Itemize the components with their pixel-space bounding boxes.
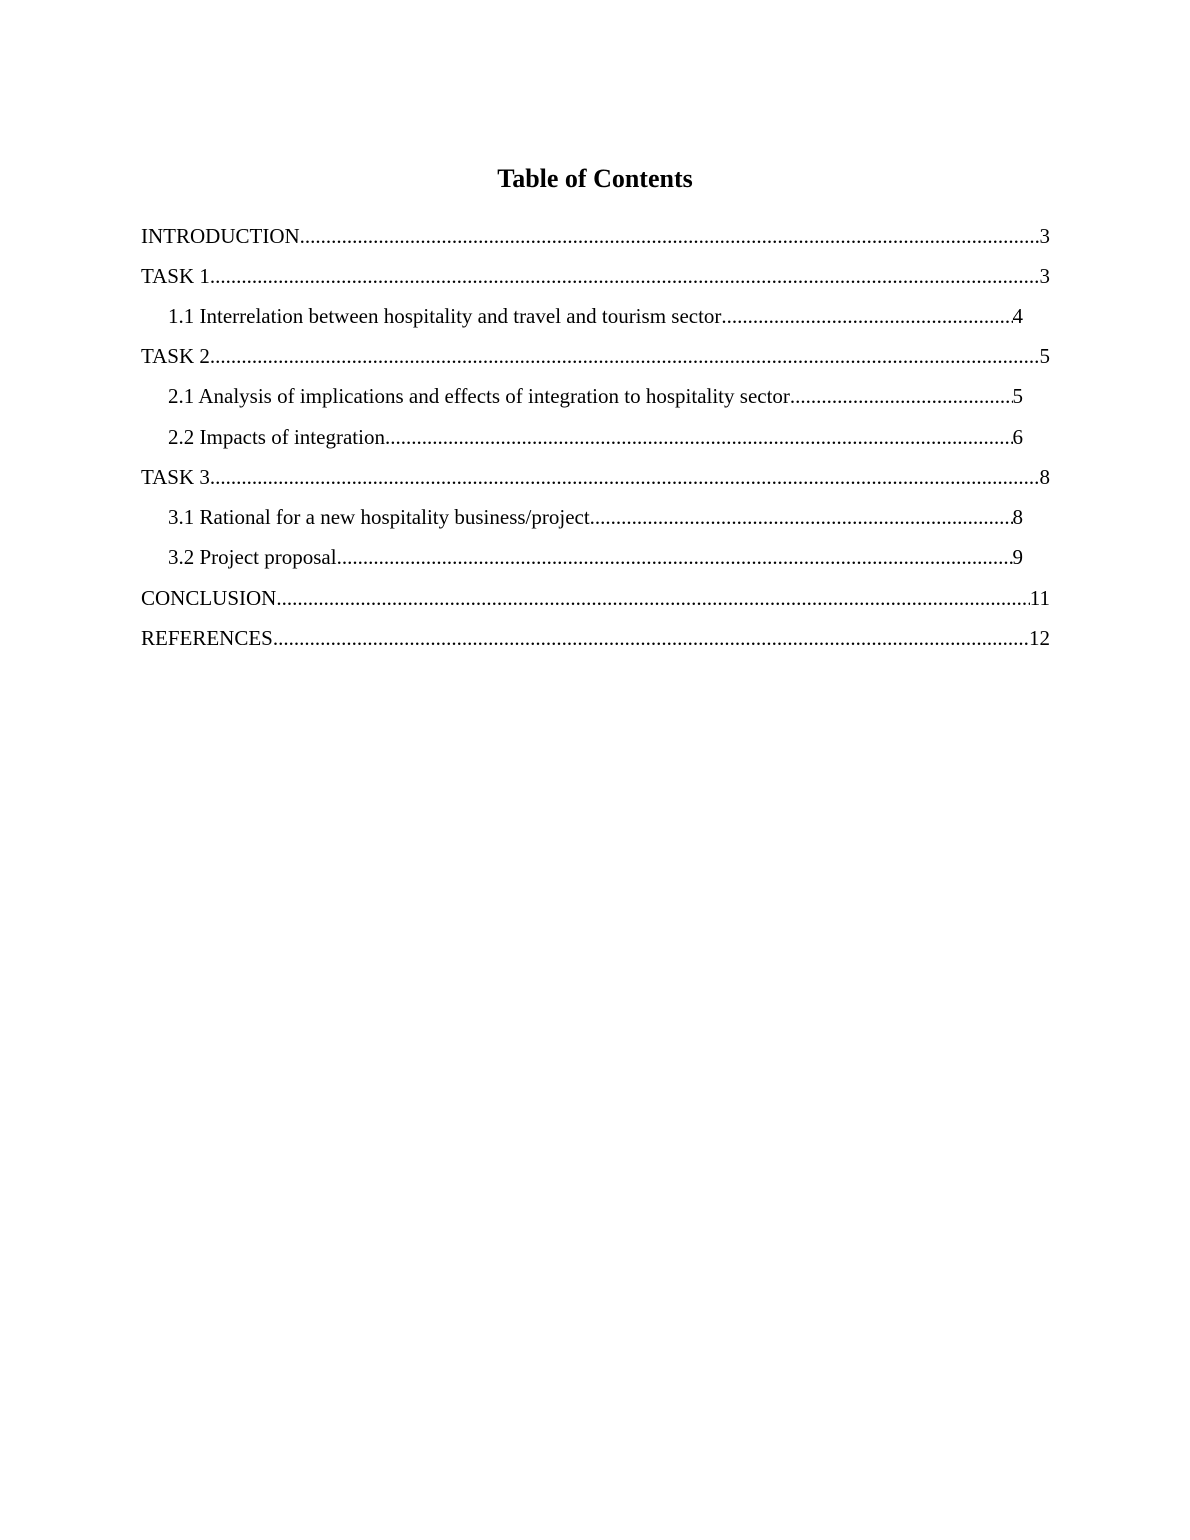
toc-entry-page: 8	[1039, 465, 1050, 489]
toc-entry-label: 3.1 Rational for a new hospitality business/project	[168, 505, 590, 529]
toc-entry-page: 11	[1029, 586, 1050, 610]
toc-entry-2-2[interactable]	[168, 423, 1023, 451]
toc-entry-page: 4	[1012, 304, 1023, 328]
toc-entry-task-1[interactable]	[141, 262, 1050, 290]
toc-entry-label: CONCLUSION	[141, 586, 277, 610]
toc-entry-3-2[interactable]	[168, 543, 1023, 571]
toc-entry-page: 5	[1039, 344, 1050, 368]
toc-entry-3-1[interactable]	[168, 503, 1023, 531]
toc-entry-label: TASK 2	[141, 344, 210, 368]
toc-entry-page: 9	[1012, 545, 1023, 569]
toc-entry-page: 3	[1039, 224, 1050, 248]
toc-leader-dots	[790, 382, 1013, 410]
toc-entry-1-1[interactable]	[168, 302, 1023, 330]
toc-entry-introduction[interactable]	[141, 222, 1050, 250]
toc-entry-label: 3.2 Project proposal	[168, 545, 337, 569]
toc-leader-dots	[385, 423, 1013, 451]
toc-title: Table of Contents	[497, 164, 693, 193]
toc-entry-label: 1.1 Interrelation between hospitality and travel and tourism sector	[168, 304, 722, 328]
toc-list	[0, 0, 1190, 700]
toc-entry-page: 6	[1012, 425, 1023, 449]
toc-entry-conclusion[interactable]	[141, 584, 1050, 612]
toc-leader-dots	[337, 543, 1013, 571]
toc-entry-label: INTRODUCTION	[141, 224, 300, 248]
toc-entry-page: 3	[1039, 264, 1050, 288]
toc-leader-dots	[273, 624, 1029, 652]
toc-entry-label: 2.2 Impacts of integration	[168, 425, 385, 449]
toc-entry-2-1[interactable]	[168, 382, 1023, 410]
toc-leader-dots	[721, 302, 1012, 330]
toc-entry-label: TASK 1	[141, 264, 210, 288]
toc-entry-label: 2.1 Analysis of implications and effects of integration to hospitality sector	[168, 384, 790, 408]
toc-leader-dots	[210, 262, 1040, 290]
toc-leader-dots	[590, 503, 1013, 531]
toc-leader-dots	[300, 222, 1040, 250]
toc-leader-dots	[210, 463, 1040, 491]
toc-entry-task-2[interactable]	[141, 342, 1050, 370]
toc-leader-dots	[210, 342, 1040, 370]
toc-entry-references[interactable]	[141, 624, 1050, 652]
toc-leader-dots	[276, 584, 1029, 612]
toc-entry-page: 5	[1012, 384, 1023, 408]
toc-entry-label: REFERENCES	[141, 626, 273, 650]
toc-entry-label: TASK 3	[141, 465, 210, 489]
toc-entry-task-3[interactable]	[141, 463, 1050, 491]
toc-entry-page: 8	[1012, 505, 1023, 529]
toc-entry-page: 12	[1029, 626, 1050, 650]
